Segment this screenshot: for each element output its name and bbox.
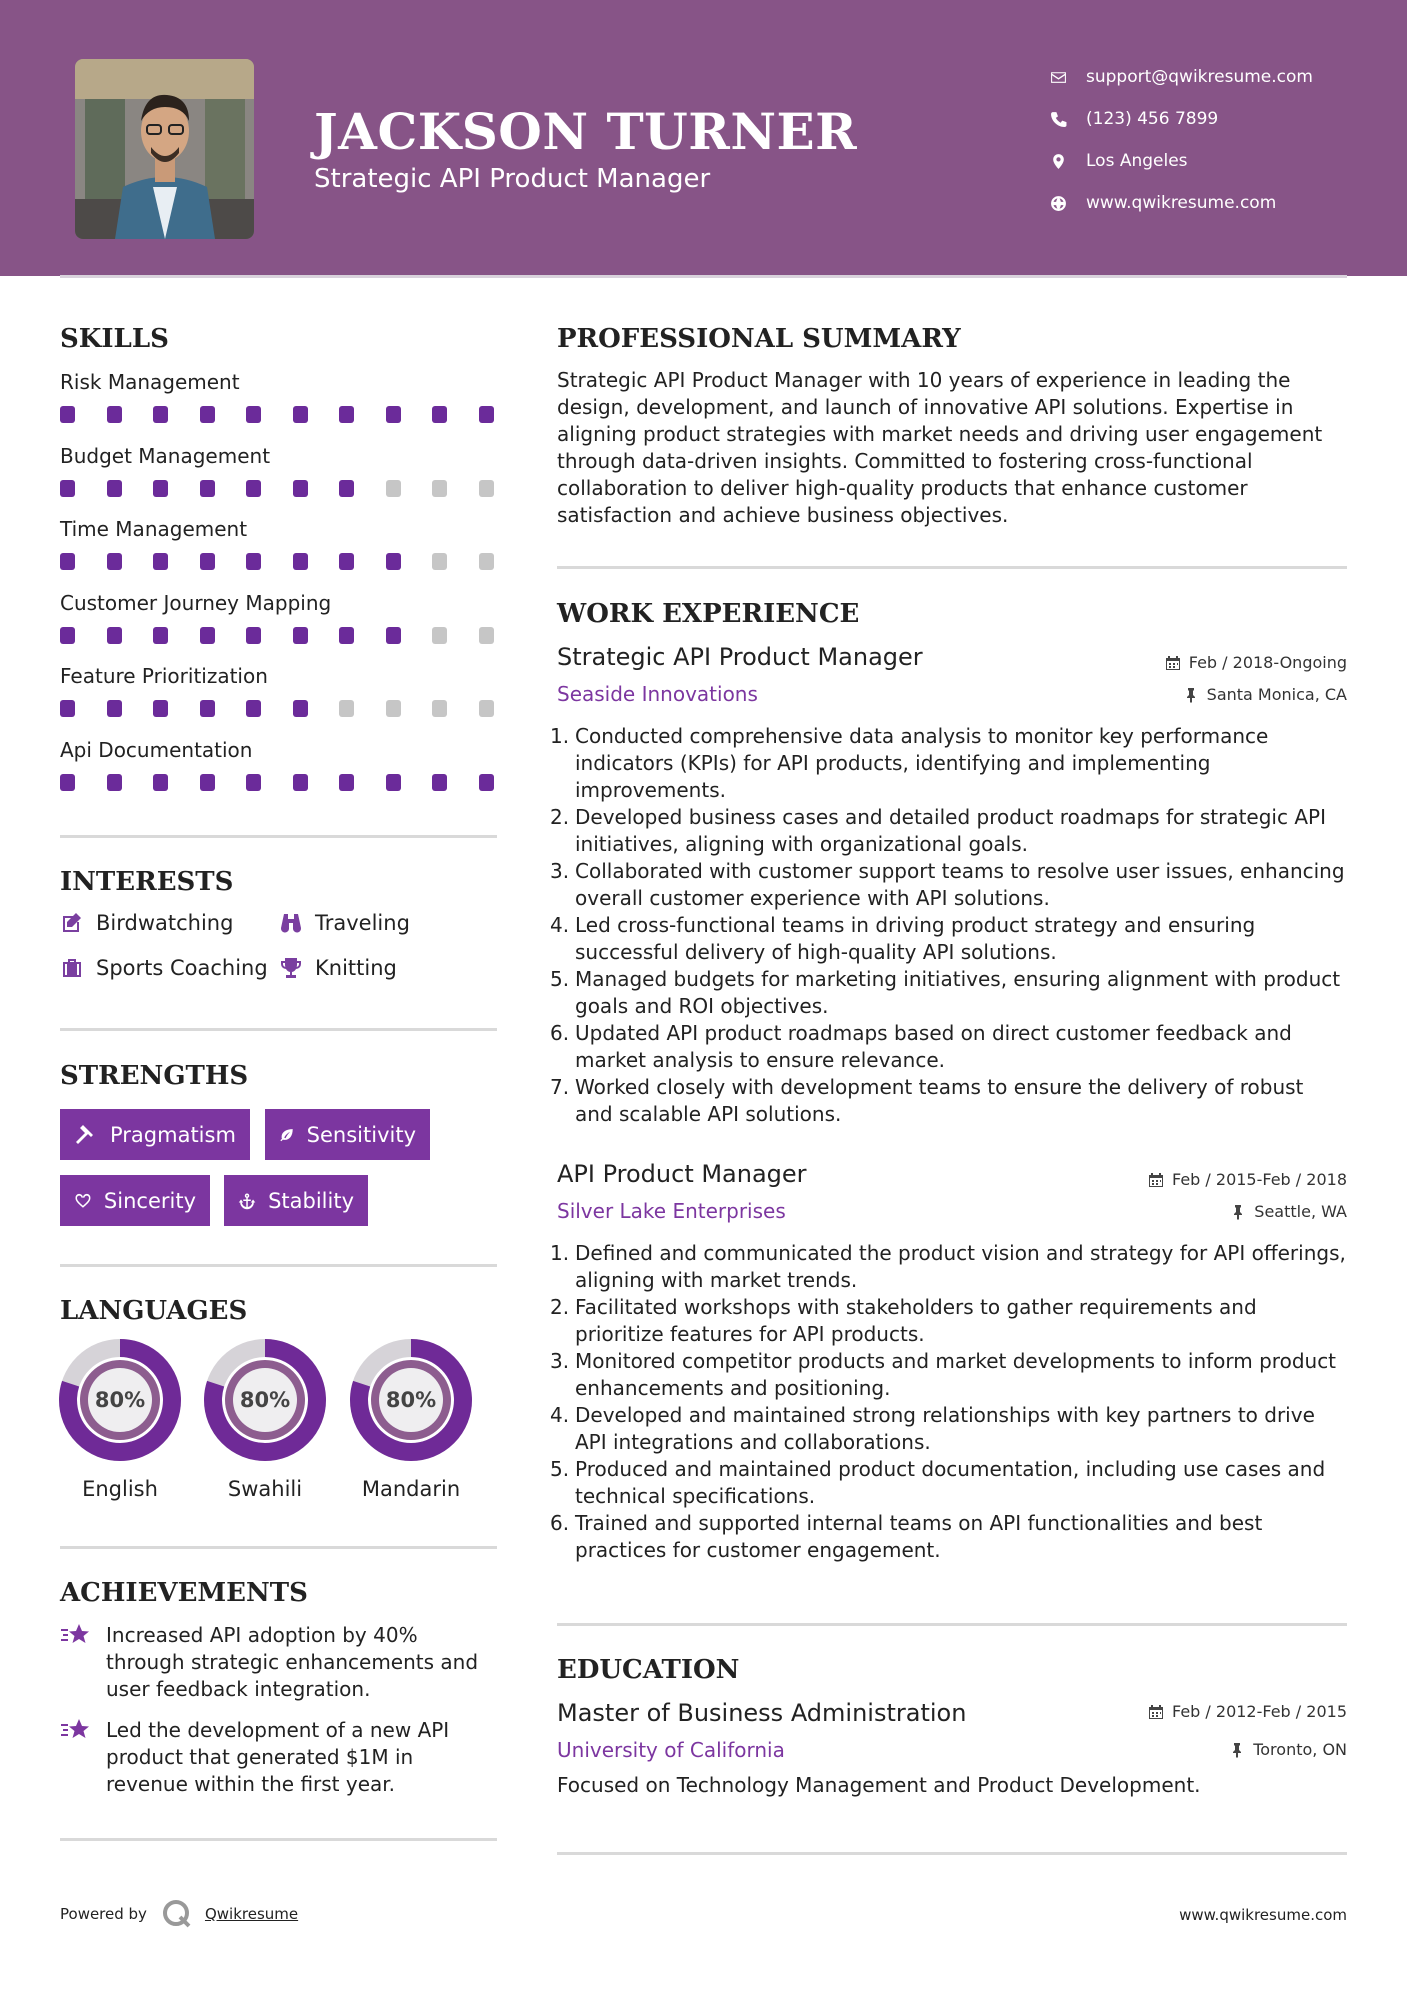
skill-dot-empty [386,700,401,717]
skill-dot-filled [339,406,354,423]
skill-dot-filled [339,480,354,497]
skill-dot-empty [386,480,401,497]
skills-heading: SKILLS [60,324,169,354]
job-duty-item [550,1294,1347,1348]
strength-tag-stability [224,1175,368,1226]
duty-number: 4. [550,1403,570,1427]
summary-text: Strategic API Product Manager with 10 years of experience in leading the design, development, and launch of innovative API solutions. Expertise in aligning product strategies with market needs and driving user engagement through data-driven insights. Committed to fostering cross-functional collaboration to deliver high-quality products that enhance customer satisfaction and achieve business objectives. [557,368,1323,527]
candidate-name: JACKSON TURNER [314,102,858,161]
skill-dot-filled [60,553,75,570]
duty-number: 6. [550,1511,570,1535]
skill-dot-filled [432,774,447,791]
job-role: Strategic API Product Manager [557,643,923,671]
skill-dot-filled [153,774,168,791]
skill-label: Api Documentation [60,737,253,762]
contact-email[interactable] [1050,56,1370,98]
skill-dot-filled [153,627,168,644]
footer-powered-by [60,1898,298,1930]
interest-item [60,911,233,935]
skill-dot-empty [479,480,494,497]
job-dates [1148,1170,1347,1189]
skill-dot-filled [246,553,261,570]
skill-dot-filled [107,406,122,423]
skill-rating [60,406,500,424]
duty-text: Developed and maintained strong relationships with key partners to drive API integrations and collaborations. [575,1403,1315,1454]
job-duty-item [550,1402,1347,1456]
skill-dot-empty [432,700,447,717]
skill-dot-filled [200,553,215,570]
pushpin-icon [1183,687,1199,703]
education-location [1229,1740,1347,1759]
skill-dot-filled [200,480,215,497]
skill-rating [60,627,500,645]
duty-number: 3. [550,1349,570,1373]
header-banner [0,0,1407,276]
skill-label: Risk Management [60,370,240,394]
job-duty-item [550,804,1347,858]
strength-tag-sensitivity [265,1109,430,1160]
skill-dot-empty [339,700,354,717]
achievements-heading: ACHIEVEMENTS [60,1578,308,1608]
skill-rating [60,774,500,792]
skill-dot-empty [479,553,494,570]
pushpin-icon [1230,1204,1246,1220]
skill-dot-filled [386,627,401,644]
duty-number: 5. [550,967,570,991]
job-duty-item [550,1348,1347,1402]
job-duties-list [550,1240,1347,1564]
interest-label: Knitting [315,956,397,980]
skill-rating [60,700,500,718]
skill-dot-filled [293,406,308,423]
job-duties-list [550,723,1347,1128]
skill-dot-filled [246,774,261,791]
contact-website[interactable] [1050,182,1370,224]
phone-icon [1050,111,1086,128]
language-percent: 80% [94,1388,146,1412]
duty-text: Managed budgets for marketing initiatives, ensuring alignment with product goals and ROI objectives. [575,967,1341,1018]
skill-dot-filled [107,553,122,570]
globe-icon [1050,195,1086,212]
languages-heading: LANGUAGES [60,1296,248,1326]
skill-dot-filled [386,774,401,791]
skill-label: Time Management [60,517,248,541]
skill-dot-filled [432,406,447,423]
location-text: Los Angeles [1086,151,1188,171]
skill-rating [60,480,500,498]
skill-dot-filled [386,406,401,423]
star-icon [60,1717,92,1745]
interests-heading: INTERESTS [60,867,234,897]
skill-dot-filled [153,700,168,717]
duty-number: 5. [550,1457,570,1481]
language-name: English [82,1477,158,1501]
skill-dot-filled [200,774,215,791]
strengths-divider [60,1264,497,1267]
skill-dot-filled [107,480,122,497]
skill-dot-filled [200,700,215,717]
calendar-icon [1165,655,1181,671]
duty-number: 2. [550,805,570,829]
achievements-divider [60,1838,497,1841]
duty-text: Conducted comprehensive data analysis to monitor key performance indicators (KPIs) for API products, identifying and implementing improvements. [575,724,1269,802]
experience-heading: WORK EXPERIENCE [557,599,860,629]
strength-tag-pragmatism [60,1109,250,1160]
interest-item [279,911,410,935]
education-location-text: Toronto, ON [1253,1740,1347,1759]
skill-dot-filled [246,406,261,423]
job-duty-item [550,858,1347,912]
job-dates-text: Feb / 2015-Feb / 2018 [1172,1170,1347,1189]
skill-label: Budget Management [60,443,271,468]
job-company: Silver Lake Enterprises [557,1199,786,1223]
duty-text: Facilitated workshops with stakeholders to gather requirements and prioritize features for API products. [575,1295,1257,1346]
contact-list [1050,56,1370,224]
skill-dot-filled [153,480,168,497]
strengths-heading: STRENGTHS [60,1061,249,1091]
skill-dot-filled [293,480,308,497]
contact-phone[interactable] [1050,98,1370,140]
interest-label: Sports Coaching [96,956,268,980]
skill-dot-filled [60,480,75,497]
job-location-text: Santa Monica, CA [1206,685,1347,704]
experience-divider [557,1623,1347,1626]
binoculars-icon [279,911,303,935]
skill-dot-filled [293,700,308,717]
skill-dot-filled [293,627,308,644]
heart-icon [74,1189,92,1213]
skill-dot-filled [386,553,401,570]
skill-dot-filled [293,553,308,570]
qwikresume-logo-icon [161,1898,193,1930]
skill-dot-filled [107,627,122,644]
anchor-icon [238,1189,256,1213]
skill-dot-empty [479,700,494,717]
phone-text: (123) 456 7899 [1086,109,1219,129]
job-duty-item [550,1240,1347,1294]
job-duty-item [550,723,1347,804]
contact-location [1050,140,1370,182]
interest-label: Birdwatching [96,911,234,935]
calendar-icon [1148,1172,1164,1188]
skill-dot-empty [479,627,494,644]
education-divider [557,1852,1347,1855]
duty-number: 1. [550,724,570,748]
strength-label: Sensitivity [306,1122,416,1147]
job-role: API Product Manager [557,1160,807,1188]
gavel-icon [74,1123,98,1147]
job-duty-item [550,1074,1347,1128]
envelope-icon [1050,69,1086,86]
education-dates-text: Feb / 2012-Feb / 2015 [1172,1702,1347,1721]
job-duty-item [550,966,1347,1020]
job-dates-text: Feb / 2018-Ongoing [1188,653,1347,672]
skill-dot-filled [107,700,122,717]
education-degree: Master of Business Administration [557,1699,967,1727]
header-divider [60,275,1347,278]
skill-dot-filled [60,774,75,791]
duty-text: Produced and maintained product documentation, including use cases and technical specifications. [575,1457,1326,1508]
skill-dot-empty [432,553,447,570]
achievement-item [60,1717,500,1798]
map-pin-icon [1050,153,1086,170]
language-percent: 80% [239,1388,291,1412]
interest-item [279,956,397,980]
duty-text: Collaborated with customer support teams to resolve user issues, enhancing overall customer experience with API solutions. [575,859,1345,910]
languages-divider [60,1546,497,1549]
trophy-icon [279,956,303,980]
job-duty-item [550,1020,1347,1074]
skill-dot-filled [153,406,168,423]
job-duty-item [550,912,1347,966]
strength-tag-sincerity [60,1175,210,1226]
language-item [204,1339,326,1501]
skill-dot-empty [432,480,447,497]
duty-text: Developed business cases and detailed product roadmaps for strategic API initiatives, aligning with organizational goals. [575,805,1326,856]
education-dates [1148,1702,1347,1721]
pushpin-icon [1229,1742,1245,1758]
skill-dot-filled [107,774,122,791]
summary-heading: PROFESSIONAL SUMMARY [557,324,961,354]
language-name: Swahili [227,1477,303,1501]
skill-dot-filled [293,774,308,791]
leaf-icon [279,1123,295,1147]
calendar-icon [1148,1704,1164,1720]
skill-dot-filled [339,774,354,791]
skill-dot-filled [60,627,75,644]
skill-label: Feature Prioritization [60,664,268,688]
education-heading: EDUCATION [557,1655,740,1685]
skill-dot-filled [479,774,494,791]
duty-text: Trained and supported internal teams on API functionalities and best practices for customer engagement. [575,1511,1263,1562]
interest-label: Traveling [315,911,410,935]
duty-number: 1. [550,1241,570,1265]
skill-dot-empty [432,627,447,644]
language-item [59,1339,181,1501]
strength-label: Pragmatism [110,1122,236,1147]
skill-label: Customer Journey Mapping [60,590,332,615]
skills-divider [60,835,497,838]
candidate-title: Strategic API Product Manager [314,164,711,194]
achievement-item [60,1622,500,1703]
strength-label: Sincerity [103,1188,196,1213]
job-location [1183,685,1347,704]
skill-dot-filled [246,480,261,497]
job-duty-item [550,1456,1347,1510]
job-company: Seaside Innovations [557,682,758,706]
achievement-text: Increased API adoption by 40% through strategic enhancements and user feedback integration. [106,1623,479,1701]
profile-photo [75,59,254,239]
duty-text: Updated API product roadmaps based on direct customer feedback and market analysis to ensure relevance. [575,1021,1292,1072]
powered-by-text: Powered by [60,1905,147,1923]
job-duty-item [550,1510,1347,1564]
duty-number: 6. [550,1021,570,1045]
duty-number: 3. [550,859,570,883]
website-text: www.qwikresume.com [1086,193,1277,213]
duty-text: Led cross-functional teams in driving product strategy and ensuring successful delivery of high-quality API solutions. [575,913,1256,964]
footer-website[interactable]: www.qwikresume.com [1179,1906,1347,1924]
duty-number: 4. [550,913,570,937]
edit-icon [60,911,84,935]
star-icon [60,1622,92,1650]
brand-link[interactable]: Qwikresume [204,1905,299,1923]
duty-text: Worked closely with development teams to ensure the delivery of robust and scalable API solutions. [575,1075,1304,1126]
briefcase-icon [60,956,84,980]
skill-dot-filled [60,700,75,717]
skill-dot-filled [153,553,168,570]
strength-label: Stability [268,1188,354,1213]
education-description: Focused on Technology Management and Product Development. [557,1773,1201,1797]
job-location-text: Seattle, WA [1254,1202,1347,1221]
skill-dot-filled [246,700,261,717]
achievement-text: Led the development of a new API product that generated $1M in revenue within the first year. [106,1718,450,1796]
duty-number: 2. [550,1295,570,1319]
skill-dot-filled [246,627,261,644]
person-portrait-icon [75,59,254,239]
language-item [350,1339,472,1501]
skill-dot-filled [479,406,494,423]
skill-dot-filled [200,406,215,423]
summary-divider [557,566,1347,569]
interests-divider [60,1028,497,1031]
skill-dot-filled [60,406,75,423]
job-location [1230,1202,1347,1221]
language-percent: 80% [385,1388,437,1412]
education-school: University of California [557,1738,785,1762]
skill-dot-filled [339,553,354,570]
duty-text: Monitored competitor products and market developments to inform product enhancements and positioning. [575,1349,1337,1400]
language-name: Mandarin [361,1477,461,1501]
interest-item [60,956,268,980]
job-dates [1165,653,1347,672]
skill-dot-filled [200,627,215,644]
duty-number: 7. [550,1075,570,1099]
email-text: support@qwikresume.com [1086,67,1313,87]
skill-rating [60,553,500,571]
duty-text: Defined and communicated the product vision and strategy for API offerings, aligning with market trends. [575,1241,1346,1292]
skill-dot-filled [339,627,354,644]
